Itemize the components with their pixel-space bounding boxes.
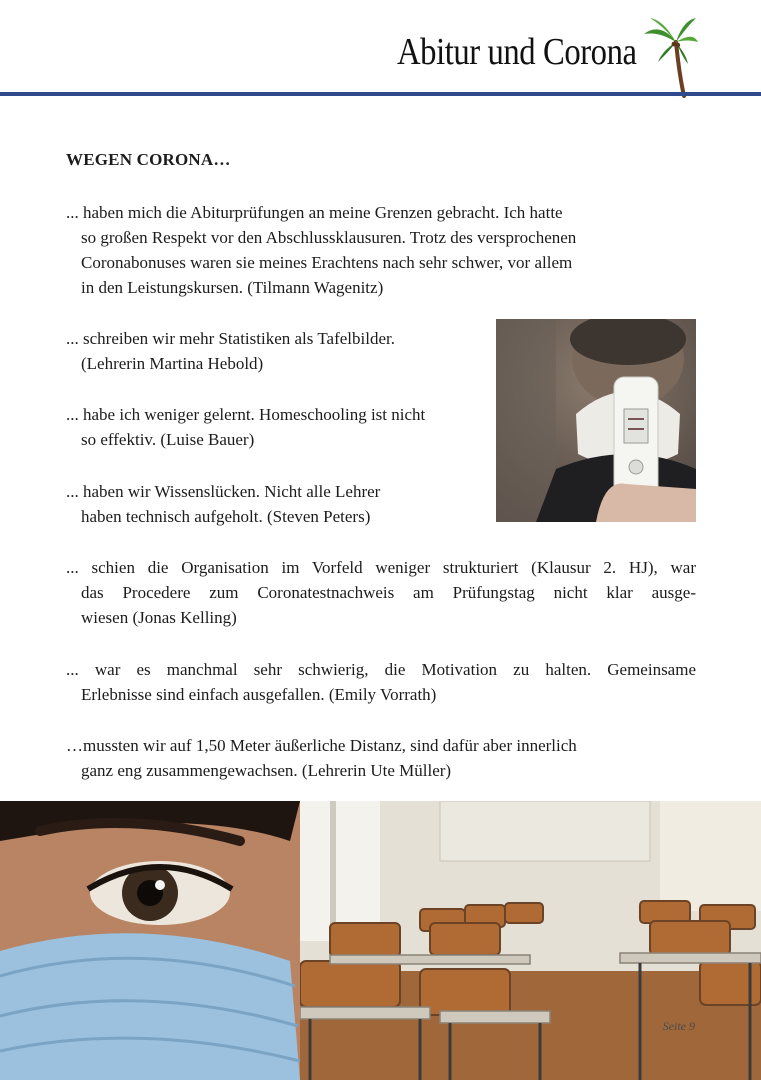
rapid-test-photo bbox=[496, 319, 696, 522]
quote-paragraph bbox=[66, 479, 380, 529]
quote-paragraph bbox=[66, 326, 395, 376]
quote-line: ... schreiben wir mehr Statistiken als Tafelbilder. bbox=[66, 329, 395, 348]
quote-line: in den Leistungskursen. (Tilmann Wagenitz) bbox=[81, 278, 384, 297]
quote-line: Coronabonuses waren sie meines Erachtens nach sehr schwer, vor allem bbox=[81, 253, 573, 272]
quote-paragraph bbox=[66, 200, 576, 300]
quote-paragraph bbox=[66, 555, 696, 630]
quote-line: wiesen (Jonas Kelling) bbox=[81, 608, 237, 627]
section-heading: WEGEN CORONA… bbox=[66, 150, 231, 169]
palm-tree-icon bbox=[640, 12, 700, 98]
quote-line: das Procedere zum Coronatestnachweis am Prüfungstag nicht klar ausge- bbox=[81, 583, 696, 602]
quote-paragraph bbox=[66, 733, 577, 783]
quote-paragraph bbox=[66, 402, 425, 452]
page-title: Abitur und Corona bbox=[397, 31, 637, 73]
classroom-photo bbox=[0, 801, 761, 1080]
quote-line: ... war es manchmal sehr schwierig, die Motivation zu halten. Gemeinsame bbox=[66, 660, 696, 679]
quote-line: ganz eng zusammengewachsen. (Lehrerin Ute Müller) bbox=[81, 761, 452, 780]
quote-line: ... haben wir Wissenslücken. Nicht alle Lehrer bbox=[66, 482, 381, 501]
quote-line: …mussten wir auf 1,50 Meter äußerliche Distanz, sind dafür aber innerlich bbox=[66, 736, 577, 755]
page-number: Seite 9 bbox=[662, 1019, 695, 1033]
quote-line: Erlebnisse sind einfach ausgefallen. (Emily Vorrath) bbox=[81, 685, 437, 704]
quote-line: haben technisch aufgeholt. (Steven Peters) bbox=[81, 507, 371, 526]
quote-line: so großen Respekt vor den Abschlussklausuren. Trotz des versprochenen bbox=[81, 228, 577, 247]
quote-line: ... habe ich weniger gelernt. Homeschooling ist nicht bbox=[66, 405, 426, 424]
quote-line: (Lehrerin Martina Hebold) bbox=[81, 354, 264, 373]
quote-paragraph bbox=[66, 657, 696, 707]
quote-line: ... schien die Organisation im Vorfeld weniger strukturiert (Klausur 2. HJ), war bbox=[66, 558, 696, 577]
quote-line: so effektiv. (Luise Bauer) bbox=[81, 430, 255, 449]
header-rule bbox=[0, 92, 761, 96]
page-header bbox=[0, 0, 761, 100]
quote-line: ... haben mich die Abiturprüfungen an meine Grenzen gebracht. Ich hatte bbox=[66, 203, 563, 222]
